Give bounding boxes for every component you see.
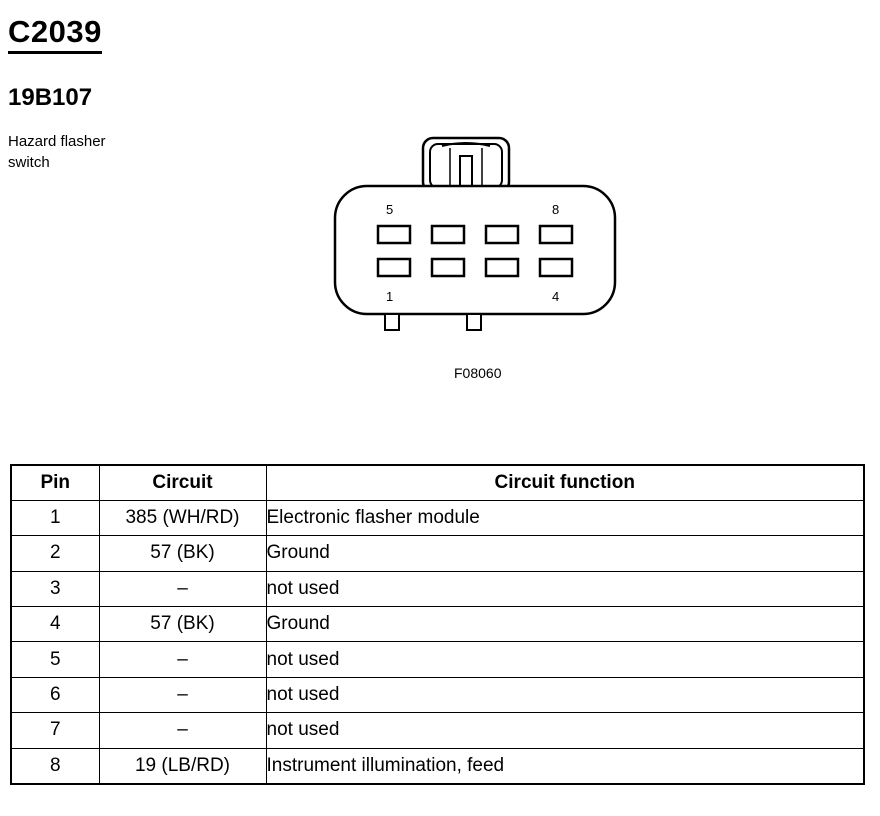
connector-face-diagram: [330, 134, 620, 339]
circuit-cell: –: [99, 677, 266, 712]
table-row: [11, 748, 864, 783]
pin-cell: 2: [11, 536, 99, 571]
pin-label-8: 8: [552, 202, 560, 217]
circuit-cell: 57 (BK): [99, 536, 266, 571]
pinout-table: [10, 464, 865, 785]
pin-cell: 3: [11, 571, 99, 606]
pin-cell: 5: [11, 642, 99, 677]
connector-description: Hazard flasher switch: [8, 133, 106, 171]
function-cell: Ground: [266, 607, 864, 642]
circuit-cell: 57 (BK): [99, 607, 266, 642]
pin-label-1: 1: [386, 289, 394, 304]
circuit-cell: –: [99, 571, 266, 606]
pin-label-4: 4: [552, 289, 560, 304]
table-header-row: [11, 465, 864, 500]
function-cell: Ground: [266, 536, 864, 571]
function-cell: Instrument illumination, feed: [266, 748, 864, 783]
alignment-peg: [467, 314, 481, 330]
connector-body: [335, 186, 615, 314]
circuit-cell: 385 (WH/RD): [99, 500, 266, 535]
table-row: [11, 536, 864, 571]
alignment-peg: [385, 314, 399, 330]
pin-label-5: 5: [386, 202, 394, 217]
table-row: [11, 607, 864, 642]
table-row: [11, 500, 864, 535]
connector-id: C2039: [8, 14, 102, 54]
figure-code: F08060: [454, 365, 502, 381]
function-cell: not used: [266, 713, 864, 748]
pin-cell: 7: [11, 713, 99, 748]
circuit-cell: –: [99, 642, 266, 677]
pin-cell: 6: [11, 677, 99, 712]
part-number: 19B107: [8, 84, 93, 111]
pin-cell: 1: [11, 500, 99, 535]
header-pin: Pin: [11, 465, 99, 500]
table-row: [11, 642, 864, 677]
table-row: [11, 713, 864, 748]
circuit-cell: –: [99, 713, 266, 748]
table-row: [11, 571, 864, 606]
function-cell: not used: [266, 571, 864, 606]
header-circuit: Circuit: [99, 465, 266, 500]
function-cell: Electronic flasher module: [266, 500, 864, 535]
pin-cell: 4: [11, 607, 99, 642]
function-cell: not used: [266, 677, 864, 712]
pin-cell: 8: [11, 748, 99, 783]
circuit-cell: 19 (LB/RD): [99, 748, 266, 783]
function-cell: not used: [266, 642, 864, 677]
header-circuit-function: Circuit function: [266, 465, 864, 500]
table-row: [11, 677, 864, 712]
locking-tab: [423, 138, 509, 192]
